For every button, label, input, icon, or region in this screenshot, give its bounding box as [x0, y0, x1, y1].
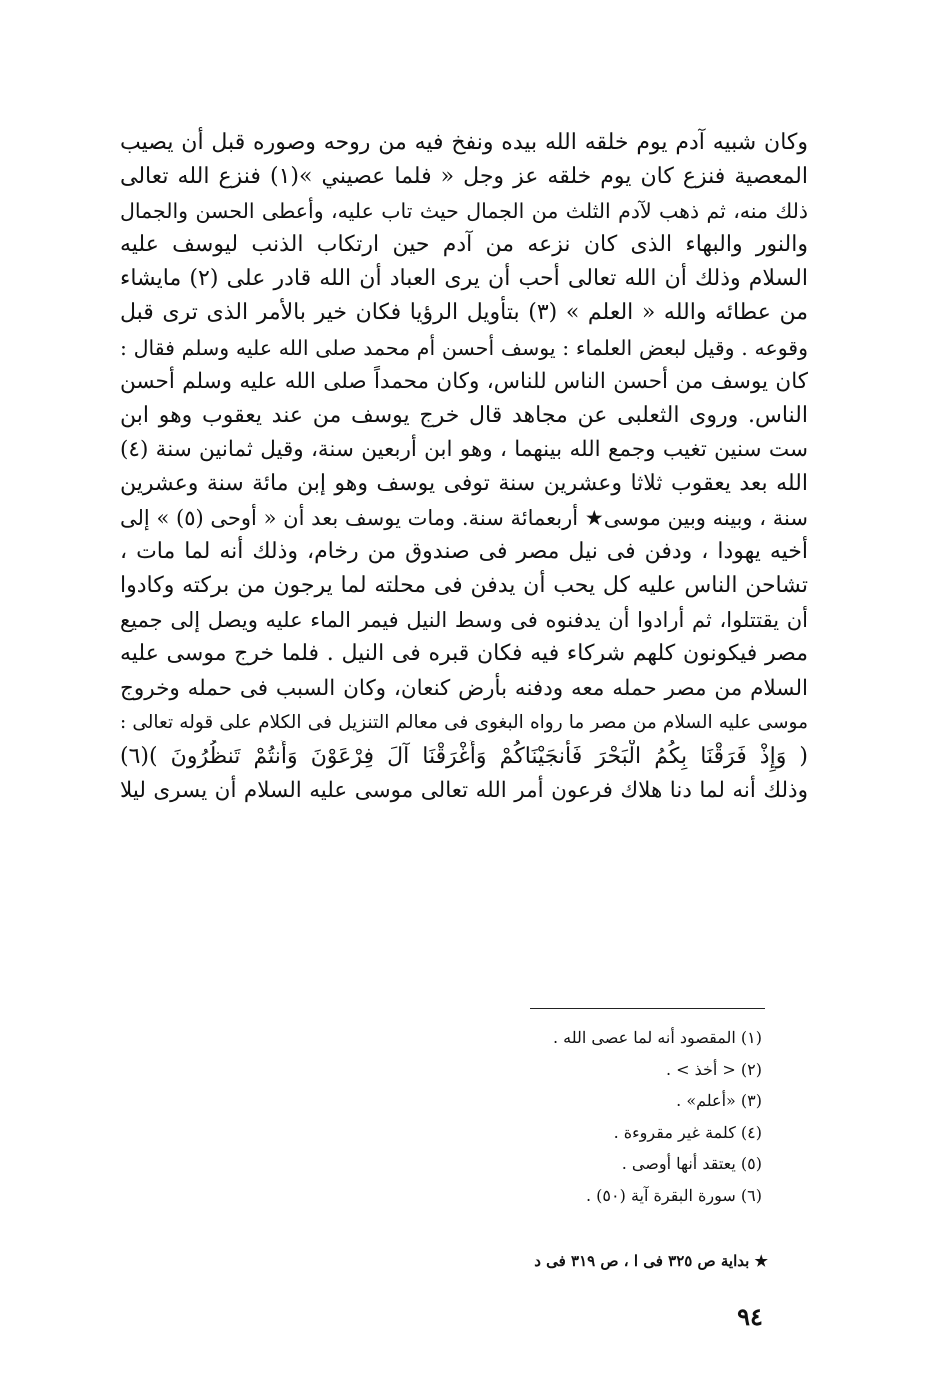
text-line-2: المعصية فنزع كان يوم خلقه عز وجل « فلما عصيني »(١) فنزع الله تعالى [120, 164, 808, 190]
text-line-13: أخيه يهودا ، ودفن فى نيل مصر فى صندوق من رخام، وذلك أنه لما مات ، [120, 539, 808, 565]
footnote-2: (٢) < أخذ > . [665, 1059, 762, 1079]
text-line-11: الله بعد يعقوب ثلاثا وعشرين سنة توفى يوسف وهو إبن مائة سنة وعشرين [120, 470, 808, 496]
footnote-5: (٥) يعتقد أنها أوصى . [621, 1154, 762, 1174]
star-note: ★ بداية ص ٣٢٥ فى ا ، ص ٣١٩ فى د [534, 1252, 768, 1270]
footnote-3: (٣) «أعلم» . [676, 1091, 762, 1111]
text-line-20: وذلك أنه لما دنا هلاك فرعون أمر الله تعالى موسى عليه السلام أن يسرى ليلا [120, 777, 808, 803]
quran-verse-line: ( وَإِذْ فَرَقْنَا بِكُمُ الْبَحْرَ فَأَنجَيْنَاكُمْ وَأَغْرَقْنَا آلَ فِرْعَوْنَ وَأَنتُمْ تَنظُرُونَ )(٦) [120, 743, 808, 769]
text-line-17: السلام من مصر حمله معه ودفنه بأرض كنعان، وكان السبب فى حمله وخروج [120, 675, 808, 701]
footnotes [460, 1022, 762, 1212]
text-line-9: الناس. وروى الثعلبى عن مجاهد قال خرج يوسف من عند يعقوب وهو ابن [120, 402, 808, 428]
footnote-4: (٤) كلمة غير مقروءة . [613, 1122, 762, 1142]
text-line-4: والنور والبهاء الذى كان نزعه من آدم حين ارتكاب الذنب ليوسف عليه [120, 232, 808, 258]
text-line-12: سنة ، وبينه وبين موسى★ أربعمائة سنة. ومات يوسف بعد أن « أوحى (٥) » إلى [120, 506, 808, 531]
text-line-3: ذلك منه، ثم ذهب لآدم الثلث من الجمال حيث تاب عليه، وأعطى الحسن والجمال [120, 199, 808, 224]
text-line-14: تشاحن الناس عليه كل يحب أن يدفن فى محلته لما يرجون من بركته وكادوا [120, 573, 808, 599]
main-text [120, 126, 808, 808]
text-line-18: موسى عليه السلام من مصر ما رواه البغوى فى معالم التنزيل فى الكلام على قوله تعالى : [120, 711, 808, 733]
text-line-7: وقوعه . وقيل لبعض العلماء : يوسف أحسن أم محمد صلى الله عليه وسلم فقال : [120, 335, 808, 360]
text-line-1: وكان شبيه آدم يوم خلقه الله بيده ونفخ فيه من روحه وصوره قبل أن يصيب [120, 130, 808, 155]
text-line-6: من عطائه والله « العلم » (٣) بتأويل الرؤيا فكان خير بالأمر الذى ترى قبل [120, 300, 808, 326]
page-number: ٩٤ [737, 1302, 763, 1331]
footnote-separator [530, 1008, 765, 1009]
text-line-8: كان يوسف من أحسن الناس للناس، وكان محمداً صلى الله عليه وسلم أحسن [120, 368, 808, 394]
text-line-16: مصر فيكونون كلهم شركاء فيه فكان قبره فى النيل . فلما خرج موسى عليه [120, 641, 808, 667]
text-line-5: السلام وذلك أن الله تعالى أحب أن يرى العباد أن الله قادر على (٢) مايشاء [120, 266, 808, 292]
text-line-15: أن يقتتلوا، ثم أرادوا أن يدفنوه فى وسط النيل فيمر الماء عليه ويصل إلى جميع [120, 608, 808, 633]
text-line-10: ست سنين تغيب وجمع الله بينهما ، وهو ابن أربعين سنة، وقيل ثمانين سنة (٤) [120, 436, 808, 462]
footnote-6: (٦) سورة البقرة آية (٥٠) . [586, 1185, 762, 1205]
footnote-1: (١) المقصود أنه لما عصى الله . [552, 1028, 762, 1047]
